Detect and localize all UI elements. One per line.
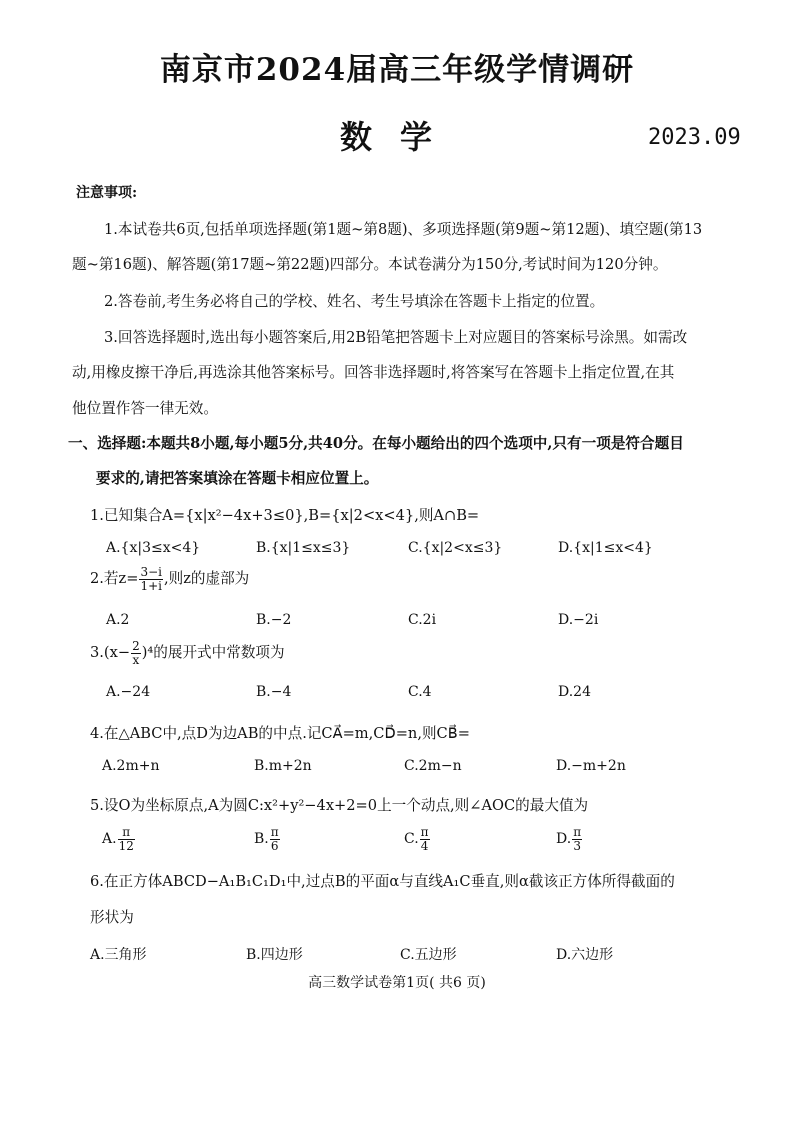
notice-p3-line3: 他位置作答一律无效。 xyxy=(72,400,218,417)
q1-stem: 1.已知集合A={x|x²−4x+3≤0},B={x|2<x<4},则A∩B= xyxy=(90,507,480,524)
q5-option-d: D. $\frac{\pi}{3}$ xyxy=(556,825,582,853)
q1-option-c: C.{x|2<x≤3} xyxy=(408,540,503,556)
notice-p3-line1: 3.回答选择题时,选出每小题答案后,用2B铅笔把答题卡上对应题目的答案标号涂黑。如需改 xyxy=(104,329,688,346)
page-footer: 高三数学试卷第1页( 共6 页) xyxy=(308,975,486,991)
q3-option-b: B.−4 xyxy=(256,684,292,700)
q3-stem: 3.(x− $\frac{2}{x}$ )⁴的展开式中常数项为 xyxy=(90,639,285,667)
exam-title: 南京市2024届高三年级学情调研 xyxy=(159,52,635,88)
q2-stem: 2.若z= $\frac{3-i}{1+i}$ ,则z的虚部为 xyxy=(90,565,250,593)
notice-p1-line1: 1.本试卷共6页,包括单项选择题(第1题~第8题)、多项选择题(第9题~第12题)、填空题(第13 xyxy=(104,221,703,238)
q5-option-b: B. $\frac{\pi}{6}$ xyxy=(254,825,279,853)
section1-intro-line2: 要求的,请把答案填涂在答题卡相应位置上。 xyxy=(96,470,379,487)
q3-option-c: C.4 xyxy=(408,684,432,700)
subject-title: 数学 xyxy=(340,118,461,156)
q6-option-b: B.四边形 xyxy=(246,947,303,963)
q6-stem-line2: 形状为 xyxy=(90,909,134,926)
notice-heading: 注意事项: xyxy=(76,185,138,201)
q4-option-d: D.−m+2n xyxy=(556,758,626,774)
q3-option-d: D.24 xyxy=(558,684,591,700)
q4-option-c: C.2m−n xyxy=(404,758,462,774)
q5-option-a: A. $\frac{\pi}{12}$ xyxy=(102,825,134,853)
q5-stem: 5.设O为坐标原点,A为圆C:x²+y²−4x+2=0上一个动点,则∠AOC的最大值为 xyxy=(90,797,589,814)
section1-intro-line1: 一、选择题:本题共8小题,每小题5分,共40分。在每小题给出的四个选项中,只有一项是符合题目 xyxy=(68,435,684,452)
notice-p1-line2: 题~第16题)、解答题(第17题~第22题)四部分。本试卷满分为150分,考试时间为120分钟。 xyxy=(72,256,668,273)
q2-option-d: D.−2i xyxy=(558,612,599,628)
q1-option-b: B.{x|1≤x≤3} xyxy=(256,540,351,556)
q2-option-a: A.2 xyxy=(106,612,130,628)
notice-p3-line2: 动,用橡皮擦干净后,再选涂其他答案标号。回答非选择题时,将答案写在答题卡上指定位置,在其 xyxy=(72,364,675,381)
q3-option-a: A.−24 xyxy=(106,684,151,700)
q3-fraction: $\frac{2}{x}$ xyxy=(132,639,140,667)
notice-p2: 2.答卷前,考生务必将自己的学校、姓名、考生号填涂在答题卡上指定的位置。 xyxy=(104,293,605,310)
q2-fraction: $\frac{3-i}{1+i}$ xyxy=(140,565,162,593)
q5-option-c: C. $\frac{\pi}{4}$ xyxy=(404,825,429,853)
q6-option-a: A.三角形 xyxy=(90,947,147,963)
q4-stem: 4.在△ABC中,点D为边AB的中点.记CA⃗=m,CD⃗=n,则CB⃗= xyxy=(90,725,470,742)
q2-option-b: B.−2 xyxy=(256,612,292,628)
q6-option-c: C.五边形 xyxy=(400,947,457,963)
q4-option-b: B.m+2n xyxy=(254,758,312,774)
q6-stem-line1: 6.在正方体ABCD−A₁B₁C₁D₁中,过点B的平面α与直线A₁C垂直,则α截该正方体所得截面的 xyxy=(90,873,675,890)
q6-option-d: D.六边形 xyxy=(556,947,614,963)
q2-option-c: C.2i xyxy=(408,612,437,628)
q1-option-d: D.{x|1≤x<4} xyxy=(558,540,653,556)
q1-option-a: A.{x|3≤x<4} xyxy=(106,540,201,556)
exam-date: 2023.09 xyxy=(648,125,741,150)
q4-option-a: A.2m+n xyxy=(102,758,160,774)
